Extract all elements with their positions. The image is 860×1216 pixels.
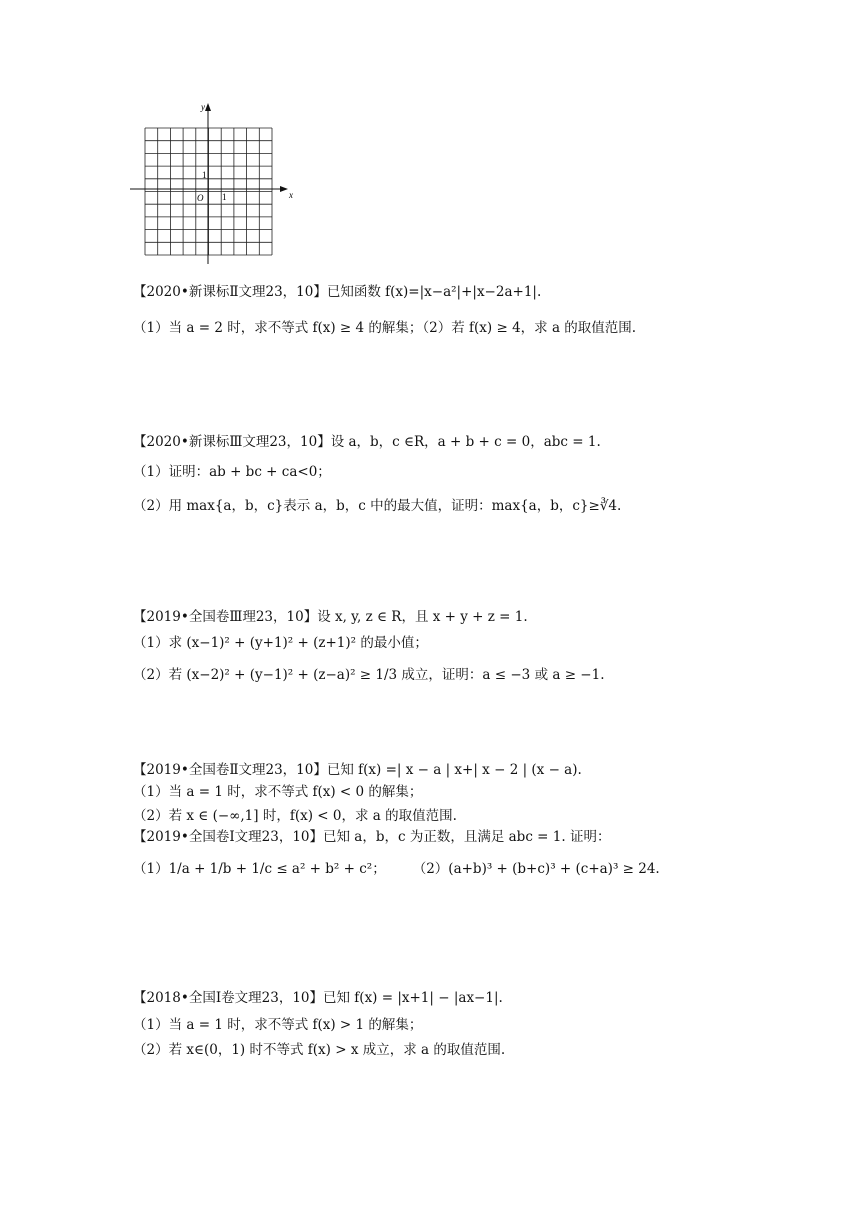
- y-axis-label: y: [201, 102, 205, 112]
- problem-3-part-2: （2）若 (x−2)² + (y−1)² + (z−a)² ≥ 1/3 成立，证明：a ≤ −3 或 a ≥ −1.: [133, 667, 605, 683]
- problem-4-header: 【2019•全国卷Ⅱ文理23，10】已知 f(x) =| x − a | x+| x − 2 | (x − a).: [133, 762, 582, 778]
- problem-2-part-2: （2）用 max{a，b，c}表示 a，b，c 中的最大值，证明：max{a，b，c}≥∛4.: [133, 498, 622, 514]
- problem-4-part-1: （1）当 a = 1 时，求不等式 f(x) < 0 的解集；: [133, 784, 423, 800]
- problem-2-part-1: （1）证明：ab + bc + ca<0；: [133, 464, 331, 480]
- problem-5-parts: （1）1/a + 1/b + 1/c ≤ a² + b² + c²； （2）(a+b)³ + (b+c)³ + (c+a)³ ≥ 24.: [133, 861, 660, 877]
- y-axis-arrow-icon: [205, 103, 211, 111]
- problem-1-header: 【2020•新课标Ⅱ文理23，10】已知函数 f(x)=|x−a²|+|x−2a+1|.: [133, 284, 542, 300]
- origin-label: O: [197, 193, 204, 203]
- coordinate-grid-figure: [125, 100, 300, 268]
- problem-3-part-1: （1）求 (x−1)² + (y+1)² + (z+1)² 的最小值；: [133, 635, 428, 651]
- problem-4-part-2: （2）若 x ∈ (−∞,1] 时，f(x) < 0，求 a 的取值范围.: [133, 808, 457, 824]
- x-tick-label: 1: [222, 192, 227, 202]
- problem-2-header: 【2020•新课标Ⅲ文理23，10】设 a，b，c ∈R，a + b + c = 0，abc = 1.: [133, 434, 601, 450]
- x-axis-label: x: [289, 190, 293, 200]
- problem-1-parts: （1）当 a = 2 时，求不等式 f(x) ≥ 4 的解集；（2）若 f(x) ≥ 4，求 a 的取值范围.: [133, 320, 637, 336]
- problem-6-part-1: （1）当 a = 1 时，求不等式 f(x) > 1 的解集；: [133, 1017, 423, 1033]
- x-axis-arrow-icon: [280, 186, 288, 192]
- problem-3-header: 【2019•全国卷Ⅲ理23，10】设 x, y, z ∈ R，且 x + y + z = 1.: [133, 609, 528, 625]
- problem-5-header: 【2019•全国卷Ⅰ文理23，10】已知 a，b，c 为正数，且满足 abc = 1. 证明：: [133, 829, 611, 845]
- problem-6-part-2: （2）若 x∈(0，1) 时不等式 f(x) > x 成立，求 a 的取值范围.: [133, 1042, 506, 1058]
- problem-6-header: 【2018•全国Ⅰ卷文理23，10】已知 f(x) = |x+1| − |ax−1|.: [133, 990, 503, 1006]
- y-tick-label: 1: [202, 170, 207, 180]
- grid-svg: [125, 100, 300, 268]
